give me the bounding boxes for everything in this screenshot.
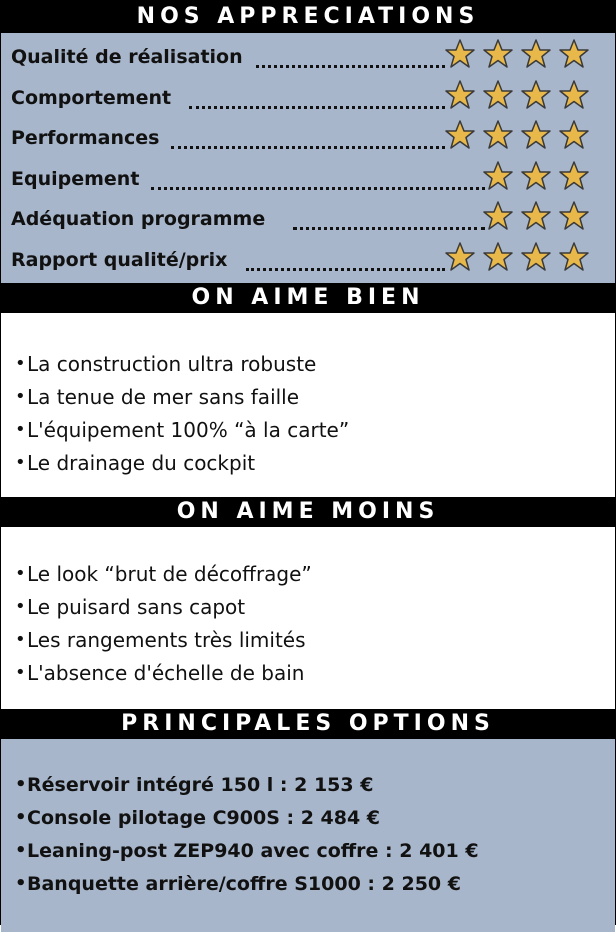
star-icon xyxy=(483,161,513,191)
bullet: • xyxy=(15,807,27,828)
list-item-text: L'équipement 100% “à la carte” xyxy=(27,417,350,442)
dislikes-header: ON AIME MOINS xyxy=(1,497,615,527)
star-rating xyxy=(437,39,589,69)
rating-label: Rapport qualité/prix xyxy=(11,248,228,271)
star-icon xyxy=(521,120,551,150)
ratings-panel xyxy=(1,33,615,283)
likes-list xyxy=(1,313,615,497)
dot-leader xyxy=(171,127,445,149)
list-item xyxy=(15,867,615,900)
rating-row xyxy=(1,78,615,119)
star-rating xyxy=(437,80,589,110)
star-icon xyxy=(521,242,551,272)
list-item-text: Banquette arrière/coffre S1000 : 2 250 € xyxy=(27,872,461,895)
bullet: • xyxy=(15,873,27,894)
rating-row xyxy=(1,118,615,159)
list-item-text: Les rangements très limités xyxy=(27,627,306,652)
dot-leader xyxy=(293,208,485,230)
list-item xyxy=(15,623,615,656)
star-rating xyxy=(475,201,589,231)
bullet: • xyxy=(15,419,26,440)
list-item xyxy=(15,590,615,623)
list-item xyxy=(15,768,615,801)
bullet: • xyxy=(15,596,26,617)
bullet: • xyxy=(15,386,26,407)
options-header: PRINCIPALES OPTIONS xyxy=(1,709,615,739)
bullet: • xyxy=(15,840,27,861)
dot-leader xyxy=(256,46,445,68)
list-item xyxy=(15,801,615,834)
rating-label: Performances xyxy=(11,127,160,149)
list-item xyxy=(15,413,615,446)
bullet: • xyxy=(15,629,26,650)
star-icon xyxy=(483,242,513,272)
list-item xyxy=(15,834,615,867)
star-icon xyxy=(559,161,589,191)
list-item-text: Console pilotage C900S : 2 484 € xyxy=(27,806,381,829)
rating-label: Comportement xyxy=(11,86,172,109)
dislikes-list xyxy=(1,527,615,709)
star-icon xyxy=(445,80,475,110)
rating-label: Qualité de réalisation xyxy=(11,46,243,68)
star-icon xyxy=(445,39,475,69)
dot-leader xyxy=(151,168,485,190)
star-icon xyxy=(559,242,589,272)
list-item xyxy=(15,656,615,689)
star-icon xyxy=(483,120,513,150)
star-icon xyxy=(559,120,589,150)
appreciations-header: NOS APPRECIATIONS xyxy=(1,1,615,33)
list-item xyxy=(15,347,615,380)
rating-label: Equipement xyxy=(11,167,140,190)
list-item xyxy=(15,446,615,479)
likes-header: ON AIME BIEN xyxy=(1,283,615,313)
star-icon xyxy=(483,201,513,231)
star-icon xyxy=(559,201,589,231)
bullet: • xyxy=(15,774,27,795)
star-rating xyxy=(437,242,589,272)
list-item-text: Réservoir intégré 150 l : 2 153 € xyxy=(27,773,374,796)
star-icon xyxy=(445,120,475,150)
list-item-text: L'absence d'échelle de bain xyxy=(27,660,305,685)
list-item-text: La tenue de mer sans faille xyxy=(27,384,300,409)
list-item-text: Le look “brut de décoffrage” xyxy=(27,561,312,586)
list-item xyxy=(15,557,615,590)
list-item-text: Leaning-post ZEP940 avec coffre : 2 401 € xyxy=(27,839,479,862)
bullet: • xyxy=(15,662,26,683)
star-icon xyxy=(445,242,475,272)
star-icon xyxy=(559,80,589,110)
dot-leader xyxy=(189,87,445,109)
bullet: • xyxy=(15,563,26,584)
bullet: • xyxy=(15,353,26,374)
star-icon xyxy=(521,39,551,69)
star-rating xyxy=(437,120,589,150)
list-item-text: Le puisard sans capot xyxy=(27,594,246,619)
star-icon xyxy=(483,80,513,110)
star-icon xyxy=(521,201,551,231)
rating-label: Adéquation programme xyxy=(11,208,266,230)
dot-leader xyxy=(246,249,445,271)
star-icon xyxy=(521,80,551,110)
star-icon xyxy=(521,161,551,191)
list-item xyxy=(15,380,615,413)
rating-row xyxy=(1,159,615,200)
rating-row xyxy=(1,240,615,281)
rating-row xyxy=(1,199,615,240)
list-item-text: Le drainage du cockpit xyxy=(27,450,256,475)
list-item-text: La construction ultra robuste xyxy=(27,351,317,376)
star-icon xyxy=(483,39,513,69)
bullet: • xyxy=(15,452,26,473)
options-list xyxy=(1,739,615,932)
rating-row xyxy=(1,37,615,78)
star-icon xyxy=(559,39,589,69)
star-rating xyxy=(475,161,589,191)
